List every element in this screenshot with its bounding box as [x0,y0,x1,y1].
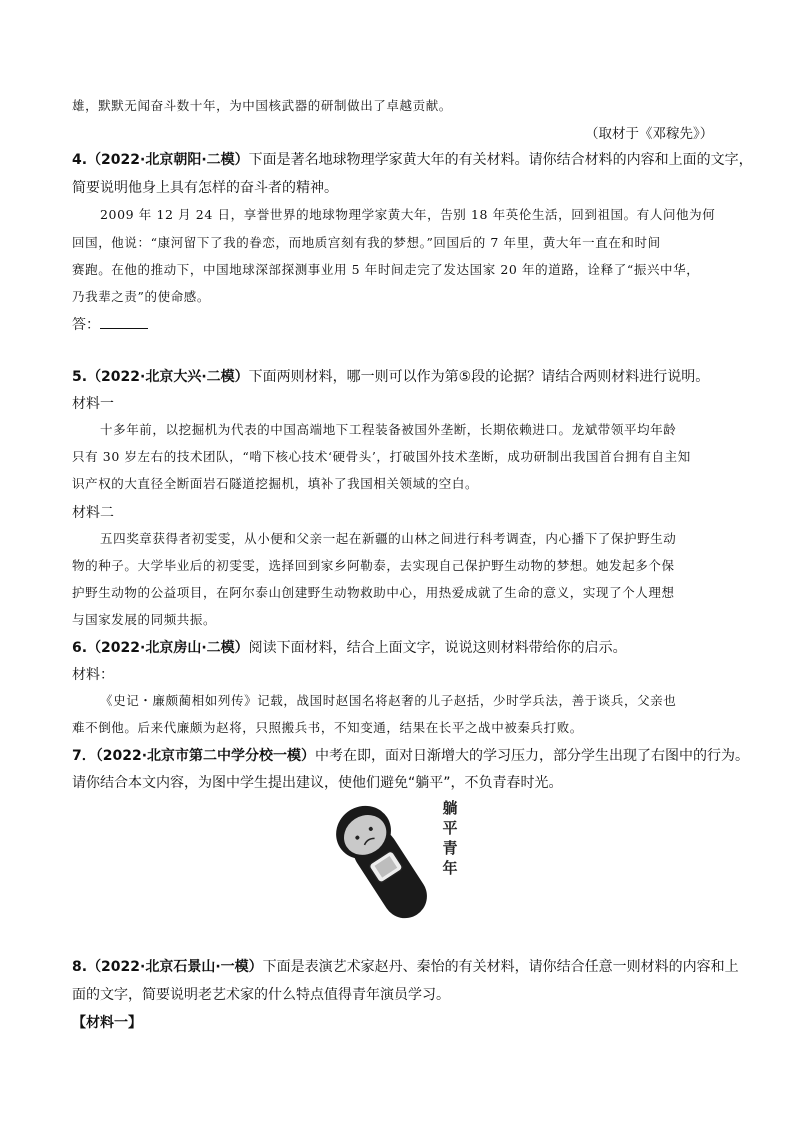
answer-blank[interactable] [100,316,148,329]
answer-label: 答： [72,317,100,333]
question-4-line-2: 简要说明他身上具有怎样的奋斗者的精神。 [72,180,338,196]
question-7-line-1 [72,745,749,765]
q4-material-line: 2009 年 12 月 24 日，享誉世界的地球物理学家黄大年，告别 18 年英伦生活，回到祖国。有人问他为何 [100,207,716,222]
q5-material2-line: 与国家发展的同频共振。 [72,612,217,627]
question-6-line-1 [72,637,627,657]
question-7-line-2: 请你结合本文内容，为图中学生提出建议，使他们避免“躺平”，不负青春时光。 [72,775,563,791]
question-8-tag: （2022·北京石景山·一模） [87,959,263,975]
question-4-tag: （2022·北京朝阳·二模） [87,152,249,168]
q5-material2-line: 五四奖章获得者初雯雯，从小便和父亲一起在新疆的山林之间进行科考调查，内心播下了保护野生动 [100,531,677,546]
figure-caption [440,798,460,878]
question-8-number: 8. [72,959,88,975]
q4-material-line: 乃我辈之责”的使命感。 [72,289,210,304]
question-6-prompt: 阅读下面材料，结合上面文字，说说这则材料带给你的启示。 [248,640,627,656]
question-8-prompt: 下面是表演艺术家赵丹、秦怡的有关材料，请你结合任意一则材料的内容和上 [262,959,739,975]
q5-material1-line: 十多年前，以挖掘机为代表的中国高端地下工程装备被国外垄断，长期依赖进口。龙斌带领平均年龄 [100,422,677,437]
caption-char: 年 [442,859,458,877]
material-1-label: 材料一 [72,396,114,412]
material-one-label: 【材料一】 [72,1015,142,1031]
q6-material-line: 《史记・廉颇蔺相如列传》记载，战国时赵国名将赵奢的儿子赵括，少时学兵法，善于谈兵，父亲也 [100,693,677,708]
q4-material-line: 回国，他说：“康河留下了我的眷恋，而地质宫刻有我的梦想。”回国后的 7 年里，黄大年一直在和时间 [72,235,661,250]
q4-material-line: 赛跑。在他的推动下，中国地球深部探测事业用 5 年时间走完了发达国家 20 年的道路，诠释了“振兴中华， [72,262,700,277]
caption-char: 平 [442,819,458,837]
caption-char: 躺 [442,799,458,817]
question-7-prompt: 中考在即，面对日渐增大的学习压力，部分学生出现了右图中的行为。 [315,748,750,764]
material-label: 材料： [72,667,114,683]
question-6-number: 6. [72,640,88,656]
question-5-prompt: 下面两则材料，哪一则可以作为第⑤段的论据？请结合两则材料进行说明。 [248,369,710,385]
question-4-prompt: 下面是著名地球物理学家黄大年的有关材料。请你结合材料的内容和上面的文字， [248,152,753,168]
material-2-label: 材料二 [72,505,114,521]
question-5-line-1 [72,366,709,386]
passage-source: （取材于《邓稼先》） [585,126,714,142]
question-8-line-1 [72,956,739,976]
question-5-tag: （2022·北京大兴·二模） [87,369,249,385]
question-7-tag: （2022·北京市第二中学分校一模） [95,748,316,764]
answer-line [72,314,148,334]
q5-material2-line: 物的种子。大学毕业后的初雯雯，选择回到家乡阿勒泰，去实现自己保护野生动物的梦想。她发起多个保 [72,558,675,573]
passage-end-line: 雄，默默无闻奋斗数十年，为中国核武器的研制做出了卓越贡献。 [72,98,452,113]
question-6-tag: （2022·北京房山·二模） [87,640,249,656]
q5-material2-line: 护野生动物的公益项目，在阿尔泰山创建野生动物救助中心，用热爱成就了生命的意义，实现了个人理想 [72,585,675,600]
caption-char: 青 [442,839,458,857]
question-7-number: 7． [72,748,96,764]
q5-material1-line: 识产权的大直径全断面岩石隧道挖掘机，填补了我国相关领域的空白。 [72,476,479,491]
q5-material1-line: 只有 30 岁左右的技术团队，“啃下核心技术‘硬骨头’，打破国外技术垄断，成功研制出我国首台拥有自主知 [72,449,691,464]
q6-material-line: 难不倒他。后来代廉颇为赵将，只照搬兵书，不知变通，结果在长平之战中被秦兵打败。 [72,720,583,735]
question-4-number: 4. [72,152,88,168]
question-8-line-2: 面的文字，简要说明老艺术家的什么特点值得青年演员学习。 [72,987,450,1003]
question-4-line-1 [72,149,753,169]
question-5-number: 5. [72,369,88,385]
